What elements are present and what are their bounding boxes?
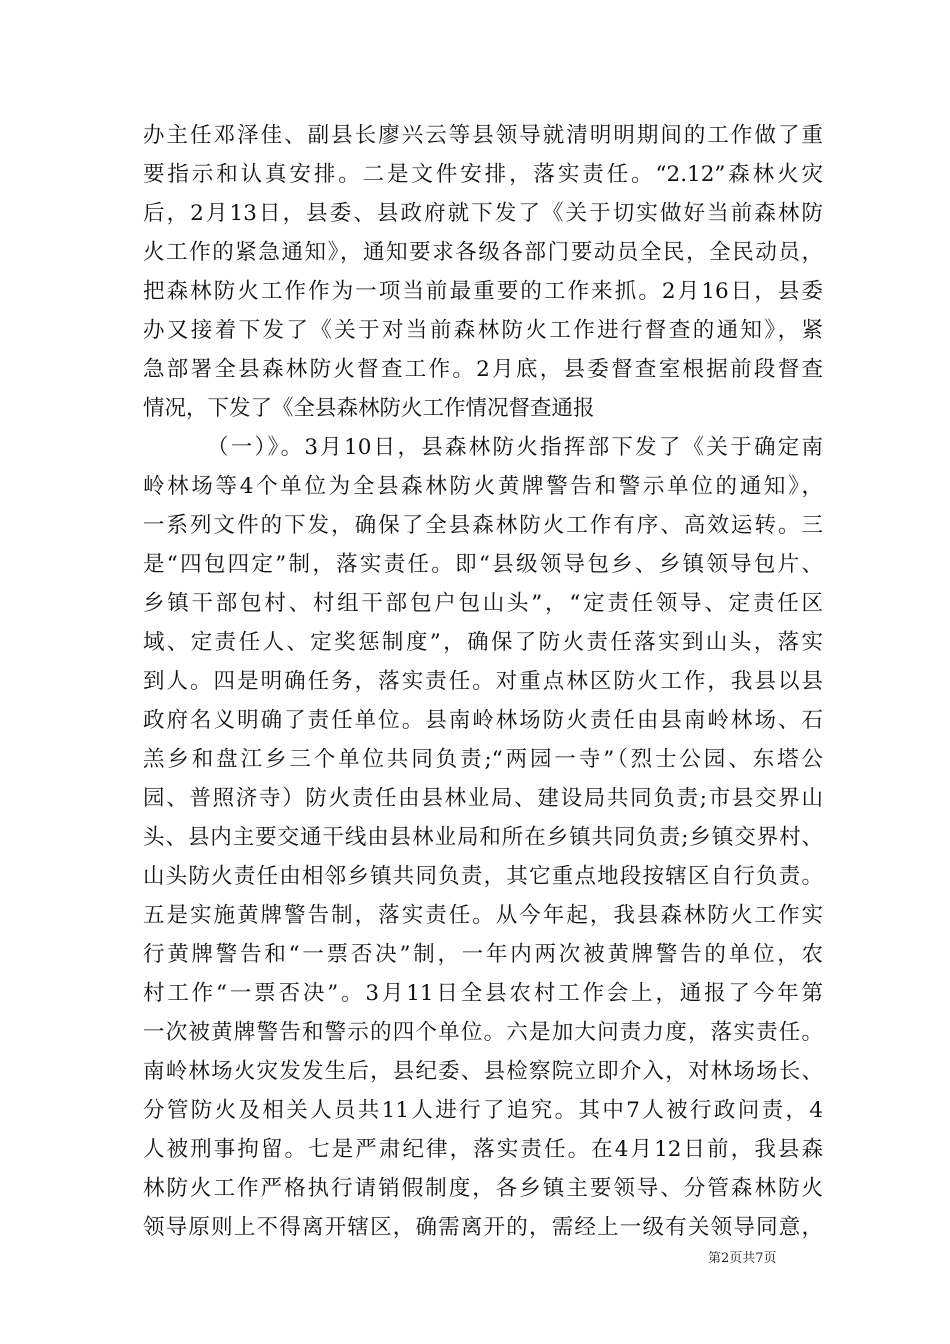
text-line: 头、县内主要交通干线由县林业局和所在乡镇共同负责;乡镇交界村、 [143,825,823,850]
text-line: （一）》。3月10日，县森林防火指挥部下发了《关于确定南 [207,435,823,460]
text-line: 行黄牌警告和“一票否决”制，一年内两次被黄牌警告的单位，农 [143,942,823,967]
text-line: 域、定责任人、定奖惩制度”，确保了防火责任落实到山头，落实 [143,630,823,655]
text-line: 急部署全县森林防火督查工作。2月底，县委督查室根据前段督查 [143,357,823,382]
text-line: 到人。四是明确任务，落实责任。对重点林区防火工作，我县以县 [143,669,823,694]
text-line: 人被刑事拘留。七是严肃纪律，落实责任。在4月12日前，我县森 [143,1137,823,1162]
text-line: 南岭林场火灾发发生后，县纪委、县检察院立即介入，对林场场长、 [143,1059,823,1084]
text-line: 园、普照济寺）防火责任由县林业局、建设局共同负责;市县交界山 [143,786,823,811]
text-line: 村工作“一票否决”。3月11日全县农村工作会上，通报了今年第 [143,981,823,1006]
text-line: 政府名义明确了责任单位。县南岭林场防火责任由县南岭林场、石 [143,708,823,733]
text-line: 火工作的紧急通知》，通知要求各级各部门要动员全民，全民动员， [143,240,823,265]
text-line: 是“四包四定”制，落实责任。即“县级领导包乡、乡镇领导包片、 [143,552,823,577]
text-line: 乡镇干部包村、村组干部包户包山头”，“定责任领导、定责任区 [143,591,823,616]
text-line: 一系列文件的下发，确保了全县森林防火工作有序、高效运转。三 [143,513,823,538]
text-line: 情况，下发了《全县森林防火工作情况督查通报 [143,396,595,421]
text-line: 山头防火责任由相邻乡镇共同负责，其它重点地段按辖区自行负责。 [143,864,823,889]
text-line: 要指示和认真安排。二是文件安排，落实责任。“2.12”森林火灾 [143,162,823,187]
text-line: 羔乡和盘江乡三个单位共同负责;“两园一寺”（烈士公园、东塔公 [143,747,823,772]
document-body [143,116,823,1247]
text-line: 一次被黄牌警告和警示的四个单位。六是加大问责力度，落实责任。 [143,1020,823,1045]
text-line: 岭林场等4个单位为全县森林防火黄牌警告和警示单位的通知》， [143,474,823,499]
page-number-footer: 第2页共7页 [708,1251,777,1266]
text-line: 办又接着下发了《关于对当前森林防火工作进行督查的通知》，紧 [143,318,823,343]
text-line: 五是实施黄牌警告制，落实责任。从今年起，我县森林防火工作实 [143,903,823,928]
text-line: 领导原则上不得离开辖区，确需离开的，需经上一级有关领导同意， [143,1215,823,1240]
text-line: 分管防火及相关人员共11人进行了追究。其中7人被行政问责，4 [143,1098,823,1123]
text-line: 后，2月13日，县委、县政府就下发了《关于切实做好当前森林防 [143,201,823,226]
text-line: 把森林防火工作作为一项当前最重要的工作来抓。2月16日，县委 [143,279,823,304]
text-line: 办主任邓泽佳、副县长廖兴云等县领导就清明明期间的工作做了重 [143,123,823,148]
text-line: 林防火工作严格执行请销假制度，各乡镇主要领导、分管森林防火 [143,1176,823,1201]
